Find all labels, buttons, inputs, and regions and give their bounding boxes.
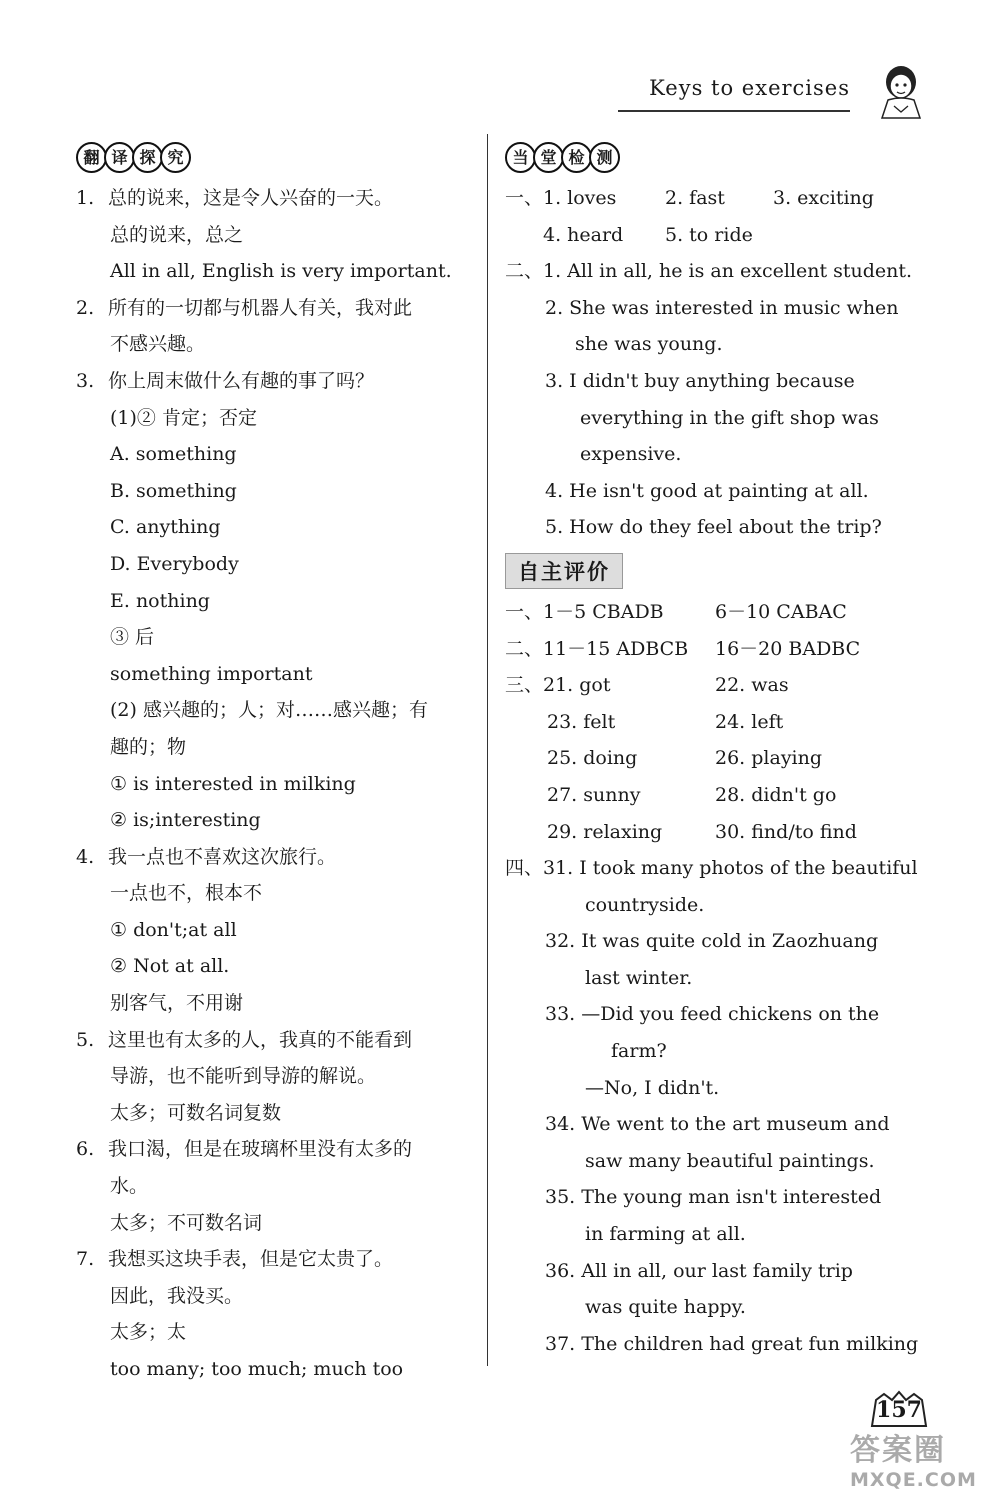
answer-row [505, 777, 895, 814]
answer-item: 6－10 CABAC [715, 600, 847, 623]
answer-text: 总的说来，总之 [110, 223, 244, 246]
answer-line: 36. All in all, our last family trip [545, 1259, 853, 1282]
page-header [618, 76, 850, 112]
section-title-self-evaluation [505, 550, 895, 592]
answer-text: something important [110, 662, 313, 685]
answer-text: A. something [110, 443, 237, 466]
answer-text: ① is interested in milking [110, 772, 356, 795]
question-number: 3. [76, 369, 95, 392]
answer-line [76, 912, 476, 949]
answer-line: 2. She was interested in music when [545, 296, 899, 319]
answer-text: 我口渴，但是在玻璃杯里没有太多的 [108, 1138, 413, 1161]
question-number: 4. [76, 845, 95, 868]
answer-item: 二、11－15 ADBCB [505, 637, 689, 660]
answer-row [505, 217, 895, 254]
answer-line: 二、1. All in all, he is an excellent student. [505, 260, 913, 283]
answer-line: in farming at all. [585, 1223, 746, 1246]
answer-text: E. nothing [110, 589, 210, 612]
answer-line: 4. He isn't good at painting at all. [545, 479, 869, 502]
answer-line [76, 948, 476, 985]
answer-line [76, 692, 476, 729]
answer-row [505, 631, 895, 668]
answer-line: last winter. [585, 966, 693, 989]
page-number [866, 1390, 932, 1430]
answer-item: 26. playing [715, 747, 823, 770]
answer-text: 一点也不，根本不 [110, 882, 263, 905]
section-title-char: 堂 [533, 142, 564, 173]
answer-line [76, 473, 476, 510]
answer-line [76, 656, 476, 693]
answer-text: 这里也有太多的人，我真的不能看到 [108, 1028, 413, 1051]
answer-text: 别客气，不用谢 [110, 992, 244, 1015]
answer-text: C. anything [110, 516, 221, 539]
answer-line: she was young. [575, 333, 723, 356]
watermark-title: 答案圈 [850, 1433, 946, 1468]
section-title-char: 究 [160, 142, 191, 173]
answer-line [76, 1205, 476, 1242]
answer-item: 一、1－5 CBADB [505, 600, 664, 623]
section-title-classroom-test [505, 136, 895, 178]
answer-line: 32. It was quite cold in Zaozhuang [545, 930, 879, 953]
answer-line [76, 436, 476, 473]
question-number: 6. [76, 1138, 95, 1161]
right-column [505, 136, 919, 1362]
section-title-char: 测 [589, 142, 620, 173]
question-number: 2. [76, 296, 95, 319]
answer-item: 16－20 BADBC [715, 637, 861, 660]
answer-line [76, 180, 476, 217]
answer-line: was quite happy. [585, 1296, 746, 1319]
watermark [850, 1425, 995, 1495]
question-number: 5. [76, 1028, 95, 1051]
answer-item: 30. find/to find [715, 820, 857, 843]
answer-item: 27. sunny [547, 783, 641, 806]
answer-line [76, 290, 476, 327]
answer-line [76, 1058, 476, 1095]
left-answer-list [76, 180, 476, 1388]
answer-row [505, 814, 895, 851]
answer-item: 2. fast [665, 187, 725, 209]
answer-line [76, 546, 476, 583]
answer-line [76, 839, 476, 876]
answer-line: —No, I didn't. [585, 1076, 720, 1099]
answer-text: 所有的一切都与机器人有关，我对此 [108, 296, 413, 319]
section-title-char: 翻 [76, 142, 107, 173]
answer-line [76, 217, 476, 254]
answer-line: 3. I didn't buy anything because [545, 369, 855, 392]
answer-line [76, 729, 476, 766]
question-number: 1. [76, 187, 95, 209]
answer-text: 你上周末做什么有趣的事了吗？ [108, 369, 375, 392]
answer-line [76, 1314, 476, 1351]
answer-text: 水。 [110, 1175, 149, 1198]
answer-item: 24. left [715, 710, 784, 733]
answer-text: 我一点也不喜欢这次旅行。 [108, 845, 337, 868]
answer-text: too many; too much; much too [110, 1358, 404, 1380]
question-number: 7. [76, 1248, 95, 1271]
answer-line [76, 253, 476, 290]
answer-item: 25. doing [547, 747, 638, 770]
answer-line: saw many beautiful paintings. [585, 1149, 875, 1172]
answer-text: 总的说来，这是令人兴奋的一天。 [108, 187, 394, 209]
answer-text: (2) 感兴趣的；人；对……感兴趣；有 [110, 699, 428, 722]
answer-line [76, 363, 476, 400]
answer-row [505, 667, 895, 704]
answer-line: 35. The young man isn't interested [545, 1186, 882, 1209]
answer-line: 37. The children had great fun milking [545, 1332, 919, 1355]
answer-item: 4. heard [543, 223, 624, 246]
answer-line [76, 1278, 476, 1315]
answer-line [76, 766, 476, 803]
answer-item: 22. was [715, 674, 789, 697]
section-title-box: 自主评价 [505, 553, 623, 589]
answer-text: B. something [110, 479, 237, 502]
answer-item: 23. felt [547, 710, 616, 733]
girl-mascot-icon [876, 62, 926, 120]
answer-line [76, 400, 476, 437]
answer-row [505, 594, 895, 631]
answer-line: expensive. [580, 443, 682, 466]
answer-row [505, 740, 895, 777]
answer-line [76, 985, 476, 1022]
answer-line [76, 619, 476, 656]
answer-text: 太多；太 [110, 1321, 187, 1344]
header-title: Keys to exercises [649, 76, 850, 100]
section-title-char: 当 [505, 142, 536, 173]
answer-text: 趣的；物 [110, 735, 187, 758]
answer-text: 不感兴趣。 [110, 333, 206, 356]
answer-line: 5. How do they feel about the trip? [545, 516, 882, 539]
answer-item: 5. to ride [665, 223, 753, 246]
answer-row [505, 704, 895, 741]
answer-line [76, 1131, 476, 1168]
column-divider [487, 134, 488, 1366]
section-title-char: 检 [561, 142, 592, 173]
answer-text: 导游，也不能听到导游的解说。 [110, 1065, 377, 1088]
left-column [76, 136, 476, 1388]
answer-text: All in all, English is very important. [110, 260, 452, 283]
answer-text: D. Everybody [110, 552, 239, 575]
answer-line: everything in the gift shop was [580, 406, 879, 429]
answer-item: 三、21. got [505, 674, 611, 697]
answer-line [76, 1351, 476, 1388]
answer-text: 因此，我没买。 [110, 1284, 244, 1307]
section-title-translation [76, 136, 476, 178]
answer-line [76, 509, 476, 546]
answer-line: 34. We went to the art museum and [545, 1113, 890, 1136]
answer-line [76, 1095, 476, 1132]
answer-text: (1)② 肯定；否定 [110, 406, 257, 429]
watermark-url: MXQE.COM [850, 1469, 977, 1491]
part-label: 一、 [505, 187, 544, 209]
answer-text: ② is;interesting [110, 809, 261, 832]
answer-line [76, 1022, 476, 1059]
answer-text: ③ 后 [110, 626, 155, 649]
section-title-char: 探 [132, 142, 163, 173]
answer-item: 28. didn't go [715, 783, 837, 806]
answer-item: 29. relaxing [547, 820, 663, 843]
answer-line [76, 1241, 476, 1278]
answer-row [505, 180, 895, 217]
answer-text: ① don't;at all [110, 918, 237, 941]
answer-text: 太多；可数名词复数 [110, 1101, 282, 1124]
answer-line [76, 875, 476, 912]
answer-line: 四、31. I took many photos of the beautiful [505, 857, 918, 880]
answer-line [76, 1168, 476, 1205]
page-number-text: 157 [876, 1397, 922, 1423]
answer-text: 我想买这块手表，但是它太贵了。 [108, 1248, 394, 1271]
answer-text: 太多；不可数名词 [110, 1211, 263, 1234]
answer-line [76, 583, 476, 620]
answer-line [76, 326, 476, 363]
answer-item: 3. exciting [773, 187, 874, 209]
answer-line: farm? [611, 1040, 667, 1063]
answer-text: ② Not at all. [110, 955, 230, 978]
answer-line: countryside. [585, 893, 705, 916]
answer-item: 1. loves [543, 187, 617, 209]
section-title-char: 译 [104, 142, 135, 173]
answer-line [76, 802, 476, 839]
answer-line: 33. —Did you feed chickens on the [545, 1003, 880, 1026]
